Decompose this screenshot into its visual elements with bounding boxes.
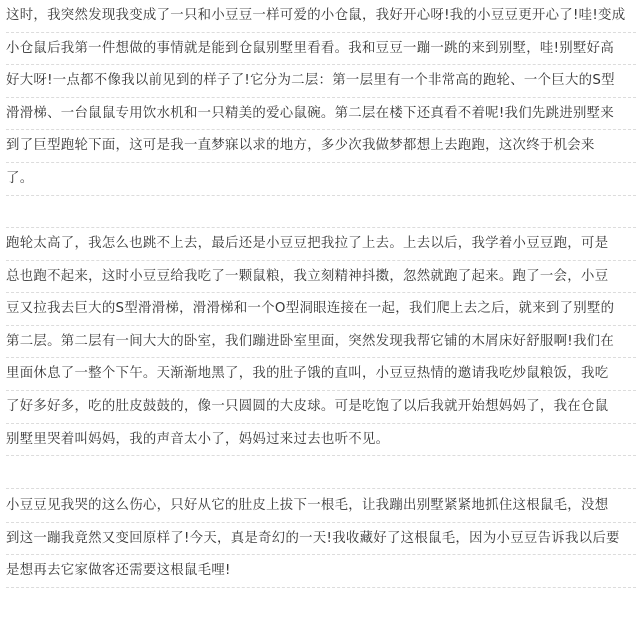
paragraph-spacer [6,196,636,229]
text-line: 这时，我突然发现我变成了一只和小豆豆一样可爱的小仓鼠，我好开心呀!我的小豆豆更开心了!哇!变成 [6,0,636,33]
text-line: 了好多好多，吃的肚皮鼓鼓的，像一只圆圆的大皮球。可是吃饱了以后我就开始想妈妈了，我在仓鼠 [6,391,636,424]
text-line: 了。 [6,163,636,196]
text-line: 到了巨型跑轮下面，这可是我一直梦寐以求的地方，多少次我做梦都想上去跑跑，这次终于机会来 [6,130,636,163]
text-line: 里面休息了一整个下午。天渐渐地黑了，我的肚子饿的直叫，小豆豆热情的邀请我吃炒鼠粮饭，我吃 [6,358,636,391]
text-line: 小仓鼠后我第一件想做的事情就是能到仓鼠别墅里看看。我和豆豆一蹦一跳的来到别墅，哇!别墅好高 [6,33,636,66]
text-line: 好大呀!一点都不像我以前见到的样子了!它分为二层：第一层里有一个非常高的跑轮、一个巨大的S型 [6,65,636,98]
paragraph-1 [6,0,636,228]
text-line: 跑轮太高了，我怎么也跳不上去，最后还是小豆豆把我拉了上去。上去以后，我学着小豆豆跑，可是 [6,228,636,261]
text-line: 豆又拉我去巨大的S型滑滑梯，滑滑梯和一个O型洞眼连接在一起，我们爬上去之后，就来到了别墅的 [6,293,636,326]
text-line: 别墅里哭着叫妈妈，我的声音太小了，妈妈过来过去也听不见。 [6,424,636,457]
text-line: 第二层。第二层有一间大大的卧室，我们蹦进卧室里面，突然发现我帮它铺的木屑床好舒服啊!我们在 [6,326,636,359]
text-line: 滑滑梯、一台鼠鼠专用饮水机和一只精美的爱心鼠碗。第二层在楼下还真看不着呢!我们先跳进别墅来 [6,98,636,131]
text-line: 到这一蹦我竟然又变回原样了!今天，真是奇幻的一天!我收藏好了这根鼠毛，因为小豆豆告诉我以后要 [6,523,636,556]
paragraph-3 [6,490,636,588]
text-line: 是想再去它家做客还需要这根鼠毛哩! [6,555,636,588]
text-line: 小豆豆见我哭的这么伤心，只好从它的肚皮上拔下一根毛，让我蹦出别墅紧紧地抓住这根鼠毛，没想 [6,490,636,523]
paragraph-spacer [6,456,636,489]
paragraph-2 [6,228,636,489]
text-line: 总也跑不起来，这时小豆豆给我吃了一颗鼠粮，我立刻精神抖擞，忽然就跑了起来。跑了一会，小豆 [6,261,636,294]
